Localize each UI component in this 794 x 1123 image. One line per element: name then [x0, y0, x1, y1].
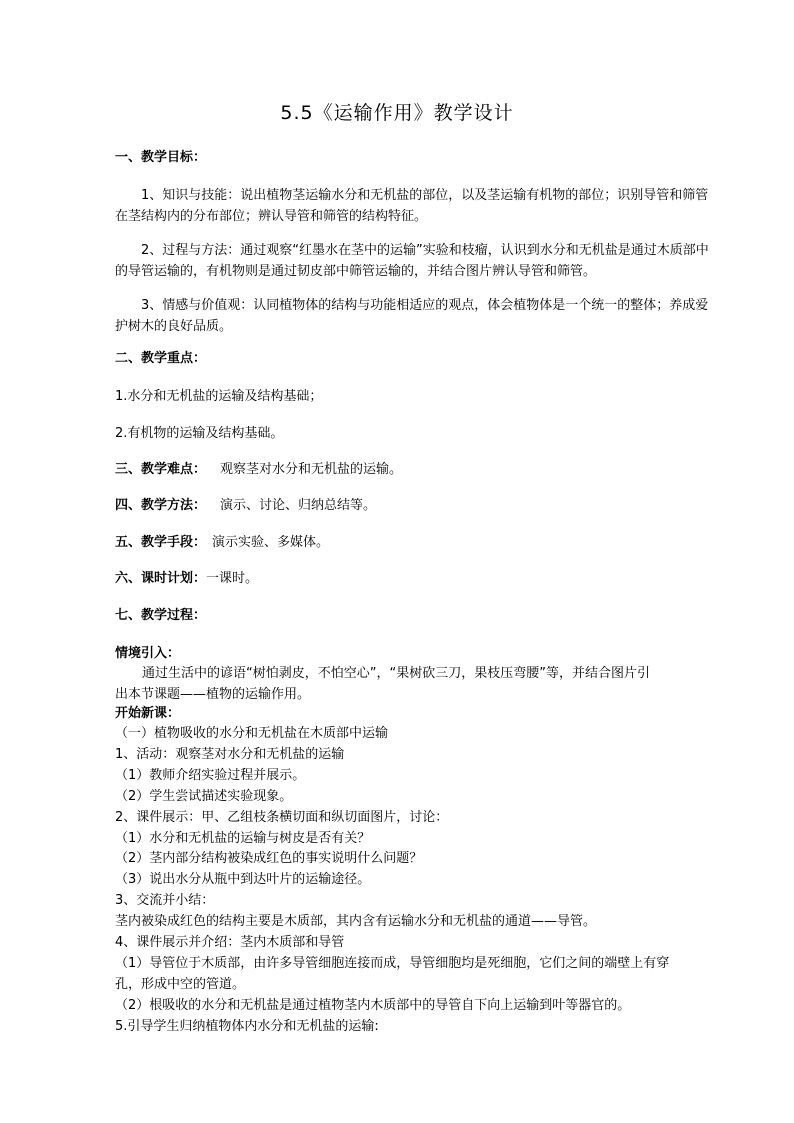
process-line: （2）茎内部分结构被染成红色的事实说明什么问题？	[115, 851, 423, 866]
key-point-item: 1.水分和无机盐的运输及结构基础；	[115, 389, 323, 404]
process-line: （1）导管位于木质部，由许多导管细胞连接而成，导管细胞均是死细胞，它们之间的端壁上有穿	[115, 956, 670, 971]
process-line: 5.引导学生归纳植物体内水分和无机盐的运输:	[115, 1019, 379, 1034]
means-text: 演示实验、多媒体。	[212, 535, 330, 550]
intro-text-line: 出本节课题——植物的运输作用。	[115, 687, 311, 702]
key-point-item: 2.有机物的运输及结构基础。	[115, 426, 284, 441]
process-line: （1）教师介绍实验过程并展示。	[115, 768, 306, 783]
process-line: 2、课件展示：甲、乙组枝条横切面和纵切面图片，讨论：	[115, 810, 449, 825]
section-heading-schedule: 六、课时计划：	[115, 571, 207, 586]
section-heading-difficulty: 三、教学难点：	[115, 462, 207, 477]
intro-text-line: 通过生活中的谚语“树怕剥皮，不怕空心”，“果树砍三刀，果枝压弯腰”等，并结合图片引	[142, 666, 650, 681]
section-difficulty	[115, 460, 402, 480]
difficulty-text: 观察茎对水分和无机盐的运输。	[220, 462, 403, 477]
section-heading-methods: 四、教学方法：	[115, 498, 207, 513]
section-means	[115, 533, 329, 553]
process-line: 茎内被染成红色的结构主要是木质部，其内含有运输水分和无机盐的通道——导管。	[115, 914, 597, 929]
process-line: （3）说出水分从瓶中到达叶片的运输途径。	[115, 872, 371, 887]
new-lesson-heading: 开始新课：	[115, 706, 181, 721]
process-line: （2）学生尝试描述实验现象。	[115, 789, 293, 804]
process-line: （1）水分和无机盐的运输与树皮是否有关？	[115, 831, 371, 846]
methods-text: 演示、讨论、归纳总结等。	[220, 498, 377, 513]
section-heading-key-points: 二、教学重点：	[115, 351, 207, 366]
process-line: 1、活动：观察茎对水分和无机盐的运输	[115, 747, 345, 762]
document-title: 5.5《运输作用》教学设计	[280, 102, 514, 124]
section-heading-goals: 一、教学目标：	[115, 150, 207, 165]
intro-heading: 情境引入：	[115, 646, 181, 661]
schedule-text: 一课时。	[206, 571, 259, 586]
goal-paragraph-knowledge: 1、知识与技能：说出植物茎运输水分和无机盐的部位，以及茎运输有机物的部位；识别导管和筛管在茎结构内的分布部位；辨认导管和筛管的结构特征。	[115, 188, 709, 224]
process-line: 孔，形成中空的管道。	[115, 977, 246, 992]
section-methods	[115, 496, 376, 516]
section-heading-means: 五、教学手段：	[115, 535, 207, 550]
section-heading-process: 七、教学过程：	[115, 608, 207, 623]
goal-paragraph-values: 3、情感与价值观：认同植物体的结构与功能相适应的观点，体会植物体是一个统一的整体；养成爱护树木的良好品质。	[115, 298, 709, 334]
process-line: （2）根吸收的水分和无机盐是通过植物茎内木质部中的导管自下向上运输到叶等器官的。	[115, 998, 631, 1013]
section-schedule	[115, 569, 258, 589]
goal-paragraph-process: 2、过程与方法：通过观察“红墨水在茎中的运输”实验和枝瘤，认识到水分和无机盐是通过木质部中的导管运输的，有机物则是通过韧皮部中筛管运输的，并结合图片辨认导管和筛管。	[115, 243, 709, 279]
process-line: 4、课件展示并介绍：茎内木质部和导管	[115, 935, 345, 950]
process-line: 3、交流并小结：	[115, 893, 215, 908]
process-line: （一）植物吸收的水分和无机盐在木质部中运输	[115, 726, 389, 741]
